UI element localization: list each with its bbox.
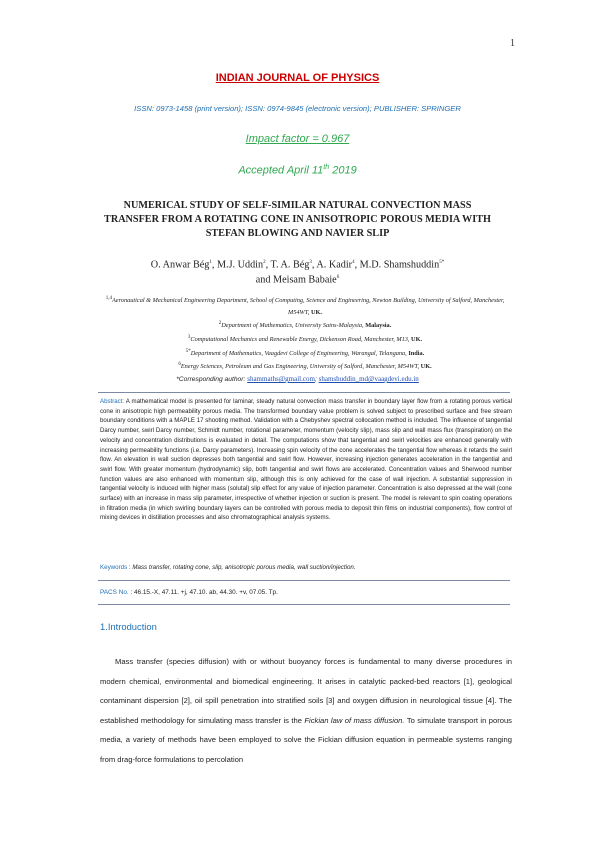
email-link[interactable]: shammaths@gmail.com bbox=[247, 375, 315, 383]
divider bbox=[98, 392, 510, 393]
affiliations bbox=[100, 293, 510, 373]
paper-title: NUMERICAL STUDY OF SELF-SIMILAR NATURAL CONVECTION MASS TRANSFER FROM A ROTATING CONE IN ANISOTROPIC POROUS MEDIA WITH STEFAN BLOWING AND NAVIER SLIP bbox=[104, 200, 491, 239]
page-number: 1 bbox=[510, 38, 515, 49]
author-name: T. A. Bég bbox=[270, 259, 310, 271]
pacs-numbers: PACS No. : 46.15.-X, 47.11. +j, 47.10. ab, 44.30. +v, 07.05. Tp. bbox=[100, 589, 278, 596]
author-name: O. Anwar Bég bbox=[150, 259, 210, 271]
author-name: M.D. Shamshuddin bbox=[359, 259, 440, 271]
accepted-date: Accepted April 11th 2019 bbox=[238, 164, 357, 177]
divider bbox=[98, 604, 510, 605]
affiliation: $^{5*}$Department of Mathematics, Vaagdevi College of Engineering, Warangal, Telangana, India. bbox=[185, 348, 425, 357]
abstract bbox=[100, 397, 512, 523]
affiliation: $^{1,4}$Aeronautical & Mechanical Engineering Department, School of Computing, Science and Engineering, Newton Building, University of Salford, Manchester, M54WT, UK. bbox=[105, 296, 505, 316]
intro-paragraph: Mass transfer (species diffusion) with or without buoyancy forces is fundamental to many diverse procedures in modern chemical, environmental and biomedical engineering. It arises in catalytic packed-bed reactors [1], geological contaminant dispersion [2], oil spill penetration into stratified soils [3] and oxygen diffusion in neurological tissue [4]. The established methodology for simulating mass transfer is the Fickian law of mass diffusion. To simulate transport in porous media, a variety of methods have been employed to solve the Fickian diffusion equation in permeable systems ranging from drag-force formulations to percolation bbox=[100, 657, 512, 764]
author-list: O. Anwar Bég$^1$, M.J. Uddin$^2$, T. A. Bég$^3$, A. Kadir$^4$, M.D. Shamshuddin$^{5*}$ and Meisam Babaie$^6$ bbox=[150, 259, 445, 286]
author-name: M.J. Uddin bbox=[216, 259, 264, 271]
divider bbox=[98, 580, 510, 581]
impact-factor: Impact factor = 0.967 bbox=[245, 133, 350, 145]
abstract-text: A mathematical model is presented for laminar, steady natural convection mass transfer in boundary layer flow from a rotating porous vertical cone in anisotropic high permeability porous media. The transformed boundary value problem is solved subject to prescribed surface and free stream boundary conditions with a MAPLE 17 shooting method. Validation with a Chebyshev spectral collocation method is included. The influence of tangential Darcy number, swirl Darcy number, Schmidt number, rotational parameter, momentum (velocity slip), mass slip and wall mass flux (transpiration) on the velocity and concentration distributions is evaluated in detail. The computations show that tangential and swirl velocities are enhanced generally with increasing permeability functions (i.e. Darcy parameters). Increasing spin velocity of the cone accelerates the tangential flow whereas it retards the swirl flow. An elevation in wall suction depresses both tangential and swirl flow. However, increasing injection generates acceleration in the tangential and swirl flow. With greater momentum (hydrodynamic) slip, both tangential and swirl flows are accelerated. Concentration values and Sherwood number function values are also enhanced with momentum slip, although this is only achieved for the case of wall injection. A substantial suppression in tangential velocity is induced with higher mass (solutal) slip effect for any value of injection parameter. Concentration is also depressed at the wall (cone surface) with an increase in mass slip parameter, irrespective of whether injection or suction is present. The model is relevant to spin coating operations in filtration media (in which swirling boundary layers can be controlled with porous media to deposit thin films on industrial components), flow control of mixing devices in distillation processes and also chromatographical analysis systems. bbox=[100, 398, 512, 522]
section-heading: 1.Introduction bbox=[100, 621, 157, 632]
issn-line: ISSN: 0973-1458 (print version); ISSN: 0974-9845 (electronic version); PUBLISHER: SPRINGER bbox=[134, 104, 461, 113]
corresponding-author: *Corresponding author: shammaths@gmail.com; shamshuddin_md@vaagdevi.edu.in bbox=[176, 375, 419, 383]
author-name: Meisam Babaie bbox=[273, 274, 337, 286]
abstract-label: Abstract: bbox=[100, 398, 125, 405]
affiliation: $^6$Energy Sciences, Petroleum and Gas Engineering, University of Salford, Manchester, M54WT, UK. bbox=[178, 362, 432, 371]
author-name: A. Kadir bbox=[316, 259, 353, 271]
journal-name: INDIAN JOURNAL OF PHYSICS bbox=[215, 72, 380, 84]
email-link[interactable]: shamshuddin_md@vaagdevi.edu.in bbox=[318, 375, 419, 383]
keywords: Keywords : Mass transfer, rotating cone, slip, anisotropic porous media, wall suction/injection. bbox=[100, 564, 356, 571]
affiliation: $^2$Department of Mathematics, University Sains-Malaysia, Malaysia. bbox=[218, 321, 392, 330]
affiliation: $^3$Computational Mechanics and Renewable Energy, Dickenson Road, Manchester, M13, UK. bbox=[187, 334, 423, 344]
